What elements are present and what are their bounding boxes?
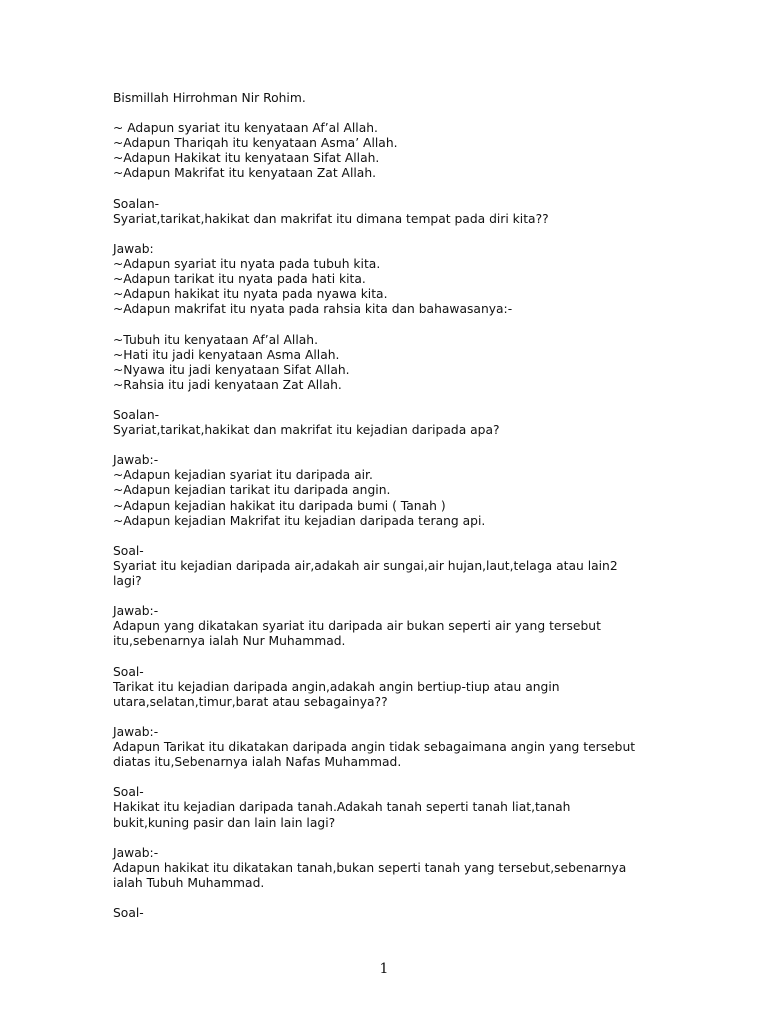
text-line: Syariat,tarikat,hakikat dan makrifat itu kejadian daripada apa? (113, 423, 500, 438)
text-paragraph (113, 785, 673, 830)
text-line: ~ Adapun syariat itu kenyataan Af’al Allah. (113, 121, 378, 136)
text-paragraph (113, 846, 673, 891)
text-line: Jawab:- (113, 724, 159, 739)
text-paragraph (113, 665, 673, 710)
text-line: Soalan- (113, 407, 160, 422)
text-line: Jawab:- (113, 845, 159, 860)
text-paragraph (113, 408, 673, 438)
text-line: Soal- (113, 664, 144, 679)
text-line: ~Nyawa itu jadi kenyataan Sifat Allah. (113, 362, 350, 377)
text-line: Soal- (113, 543, 144, 558)
text-line: Syariat,tarikat,hakikat dan makrifat itu dimana tempat pada diri kita?? (113, 211, 549, 226)
text-line: Adapun Tarikat itu dikatakan daripada angin tidak sebagaimana angin yang tersebut (113, 740, 636, 755)
text-line: Soal- (113, 785, 144, 800)
text-line: ~Tubuh itu kenyataan Af’al Allah. (113, 332, 318, 347)
page-number: 1 (379, 961, 389, 977)
text-line: Tarikat itu kejadian daripada angin,adakah angin bertiup-tiup atau angin (113, 679, 560, 694)
text-line: Adapun yang dikatakan syariat itu daripada air bukan seperti air yang tersebut (113, 619, 601, 634)
text-line: ~Adapun kejadian hakikat itu daripada bumi ( Tanah ) (113, 498, 446, 513)
text-line: ~Rahsia itu jadi kenyataan Zat Allah. (113, 377, 342, 392)
text-line: ialah Tubuh Muhammad. (113, 875, 265, 890)
text-line: ~Adapun kejadian Makrifat itu kejadian daripada terang api. (113, 513, 486, 528)
text-paragraph (113, 453, 673, 528)
text-paragraph (113, 725, 673, 770)
text-paragraph (113, 906, 673, 921)
text-line: Jawab:- (113, 453, 159, 468)
text-line: lagi? (113, 574, 142, 588)
text-line: ~Adapun Hakikat itu kenyataan Sifat Allah. (113, 151, 380, 166)
text-line: Bismillah Hirrohman Nir Rohim. (113, 91, 306, 105)
text-line: utara,selatan,timur,barat atau sebagainya?? (113, 694, 388, 709)
text-line: Soalan- (113, 196, 160, 211)
text-line: Soal- (113, 906, 144, 921)
text-line: ~Hati itu jadi kenyataan Asma Allah. (113, 347, 340, 362)
text-line: bukit,kuning pasir dan lain lain lagi? (113, 815, 336, 830)
text-line: ~Adapun kejadian tarikat itu daripada angin. (113, 483, 391, 498)
text-line: ~Adapun syariat itu nyata pada tubuh kita. (113, 257, 381, 272)
text-paragraph (113, 604, 673, 649)
text-paragraph (113, 197, 673, 227)
text-line: Adapun hakikat itu dikatakan tanah,bukan seperti tanah yang tersebut,sebenarnya (113, 860, 627, 875)
text-paragraph (113, 91, 673, 106)
text-paragraph (113, 333, 673, 393)
text-line: Syariat itu kejadian daripada air,adakah air sungai,air hujan,laut,telaga atau lain2 (113, 558, 618, 573)
text-line: ~Adapun Makrifat itu kenyataan Zat Allah. (113, 166, 377, 181)
text-line: Jawab: (113, 241, 154, 256)
text-line: diatas itu,Sebenarnya ialah Nafas Muhammad. (113, 755, 402, 770)
text-line: ~Adapun hakikat itu nyata pada nyawa kita. (113, 287, 388, 302)
document-body (113, 91, 673, 936)
text-line: ~Adapun kejadian syariat itu daripada air. (113, 468, 373, 483)
text-line: itu,sebenarnya ialah Nur Muhammad. (113, 634, 346, 649)
text-paragraph (113, 242, 673, 317)
text-paragraph (113, 121, 673, 181)
text-line: ~Adapun makrifat itu nyata pada rahsia kita dan bahawasanya:- (113, 302, 513, 317)
text-line: Jawab:- (113, 604, 159, 619)
text-line: Hakikat itu kejadian daripada tanah.Adakah tanah seperti tanah liat,tanah (113, 800, 571, 815)
text-paragraph (113, 544, 673, 589)
text-line: ~Adapun tarikat itu nyata pada hati kita. (113, 272, 366, 287)
text-line: ~Adapun Thariqah itu kenyataan Asma’ Allah. (113, 136, 398, 151)
